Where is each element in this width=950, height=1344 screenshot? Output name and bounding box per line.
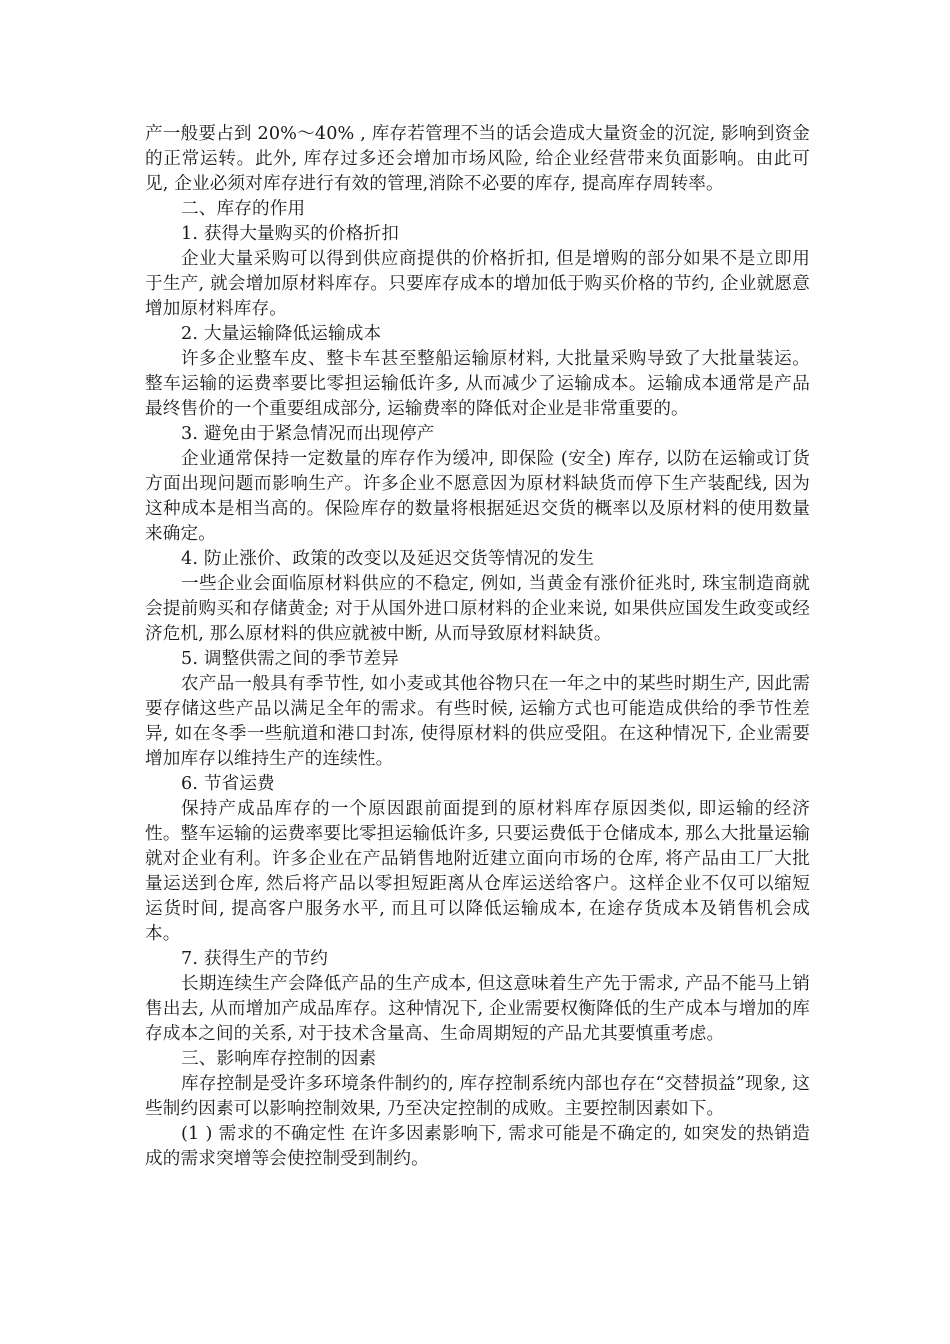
section-heading-control-factors: 三、影响库存控制的因素 xyxy=(181,1049,377,1069)
paragraph-demand-uncertainty: (1 ) 需求的不确定性 在许多因素影响下, 需求可能是不确定的, 如突发的热销造成的需求突增等会使控制受到制约。 xyxy=(145,1124,810,1169)
subheading-seasonal-difference: 5. 调整供需之间的季节差异 xyxy=(181,649,400,669)
paragraph: 企业大量采购可以得到供应商提供的价格折扣, 但是增购的部分如果不是立即用于生产, 就会增加原材料库存。只要库存成本的增加低于购买价格的节约, 企业就愿意增加原材料库存。 xyxy=(145,249,810,319)
paragraph: 长期连续生产会降低产品的生产成本, 但这意味着生产先于需求, 产品不能马上销售出去, 从而增加产成品库存。这种情况下, 企业需要权衡降低的生产成本与增加的库存成本之间的关系, 对于技术含量高、生命周期短的产品尤其要慎重考虑。 xyxy=(145,974,810,1044)
subheading-price-discount: 1. 获得大量购买的价格折扣 xyxy=(181,224,400,244)
subheading-avoid-stoppage: 3. 避免由于紧急情况而出现停产 xyxy=(181,424,435,444)
paragraph: 农产品一般具有季节性, 如小麦或其他谷物只在一年之中的某些时期生产, 因此需要存储这些产品以满足全年的需求。有些时候, 运输方式也可能造成供给的季节性差异, 如在冬季一些航道和港口封冻, 使得原材料的供应受阻。在这种情况下, 企业需要增加库存以维持生产的连续性。 xyxy=(145,674,810,769)
document-body xyxy=(145,122,810,1172)
paragraph: 保持产成品库存的一个原因跟前面提到的原材料库存原因类似, 即运输的经济性。整车运输的运费率要比零担运输低许多, 只要运费低于仓储成本, 那么大批量运输就对企业有利。许多企业在产品销售地附近建立面向市场的仓库, 将产品由工厂大批量运送到仓库, 然后将产品以零担短距离从仓库运送给客户。这样企业不仅可以缩短运货时间, 提高客户服务水平, 而且可以降低运输成本, 在途存货成本及销售机会成本。 xyxy=(145,799,810,944)
paragraph-continued: 产一般要占到 20%～40% , 库存若管理不当的话会造成大量资金的沉淀, 影响到资金的正常运转。此外, 库存过多还会增加市场风险, 给企业经营带来负面影响。由此可见, 企业必须对库存进行有效的管理,消除不必要的库存, 提高库存周转率。 xyxy=(145,124,810,194)
paragraph: 许多企业整车皮、整卡车甚至整船运输原材料, 大批量采购导致了大批量装运。整车运输的运费率要比零担运输低许多, 从而减少了运输成本。运输成本通常是产品最终售价的一个重要组成部分, 运输费率的降低对企业是非常重要的。 xyxy=(145,349,810,419)
paragraph: 一些企业会面临原材料供应的不稳定, 例如, 当黄金有涨价征兆时, 珠宝制造商就会提前购买和存储黄金; 对于从国外进口原材料的企业来说, 如果供应国发生政变或经济危机, 那么原材料的供应就被中断, 从而导致原材料缺货。 xyxy=(145,574,810,644)
paragraph: 库存控制是受许多环境条件制约的, 库存控制系统内部也存在“交替损益”现象, 这些制约因素可以影响控制效果, 乃至决定控制的成败。主要控制因素如下。 xyxy=(145,1074,810,1119)
section-heading-inventory-functions: 二、库存的作用 xyxy=(181,199,306,219)
subheading-bulk-transport: 2. 大量运输降低运输成本 xyxy=(181,324,382,344)
subheading-save-freight: 6. 节省运费 xyxy=(181,774,275,794)
paragraph: 企业通常保持一定数量的库存作为缓冲, 即保险 (安全) 库存, 以防在运输或订货方面出现问题而影响生产。许多企业不愿意因为原材料缺货而停下生产装配线, 因为这种成本是相当高的。保险库存的数量将根据延迟交货的概率以及原材料的使用数量来确定。 xyxy=(145,449,810,544)
subheading-prevent-price-rise: 4. 防止涨价、政策的改变以及延迟交货等情况的发生 xyxy=(181,549,595,569)
subheading-production-economy: 7. 获得生产的节约 xyxy=(181,949,329,969)
